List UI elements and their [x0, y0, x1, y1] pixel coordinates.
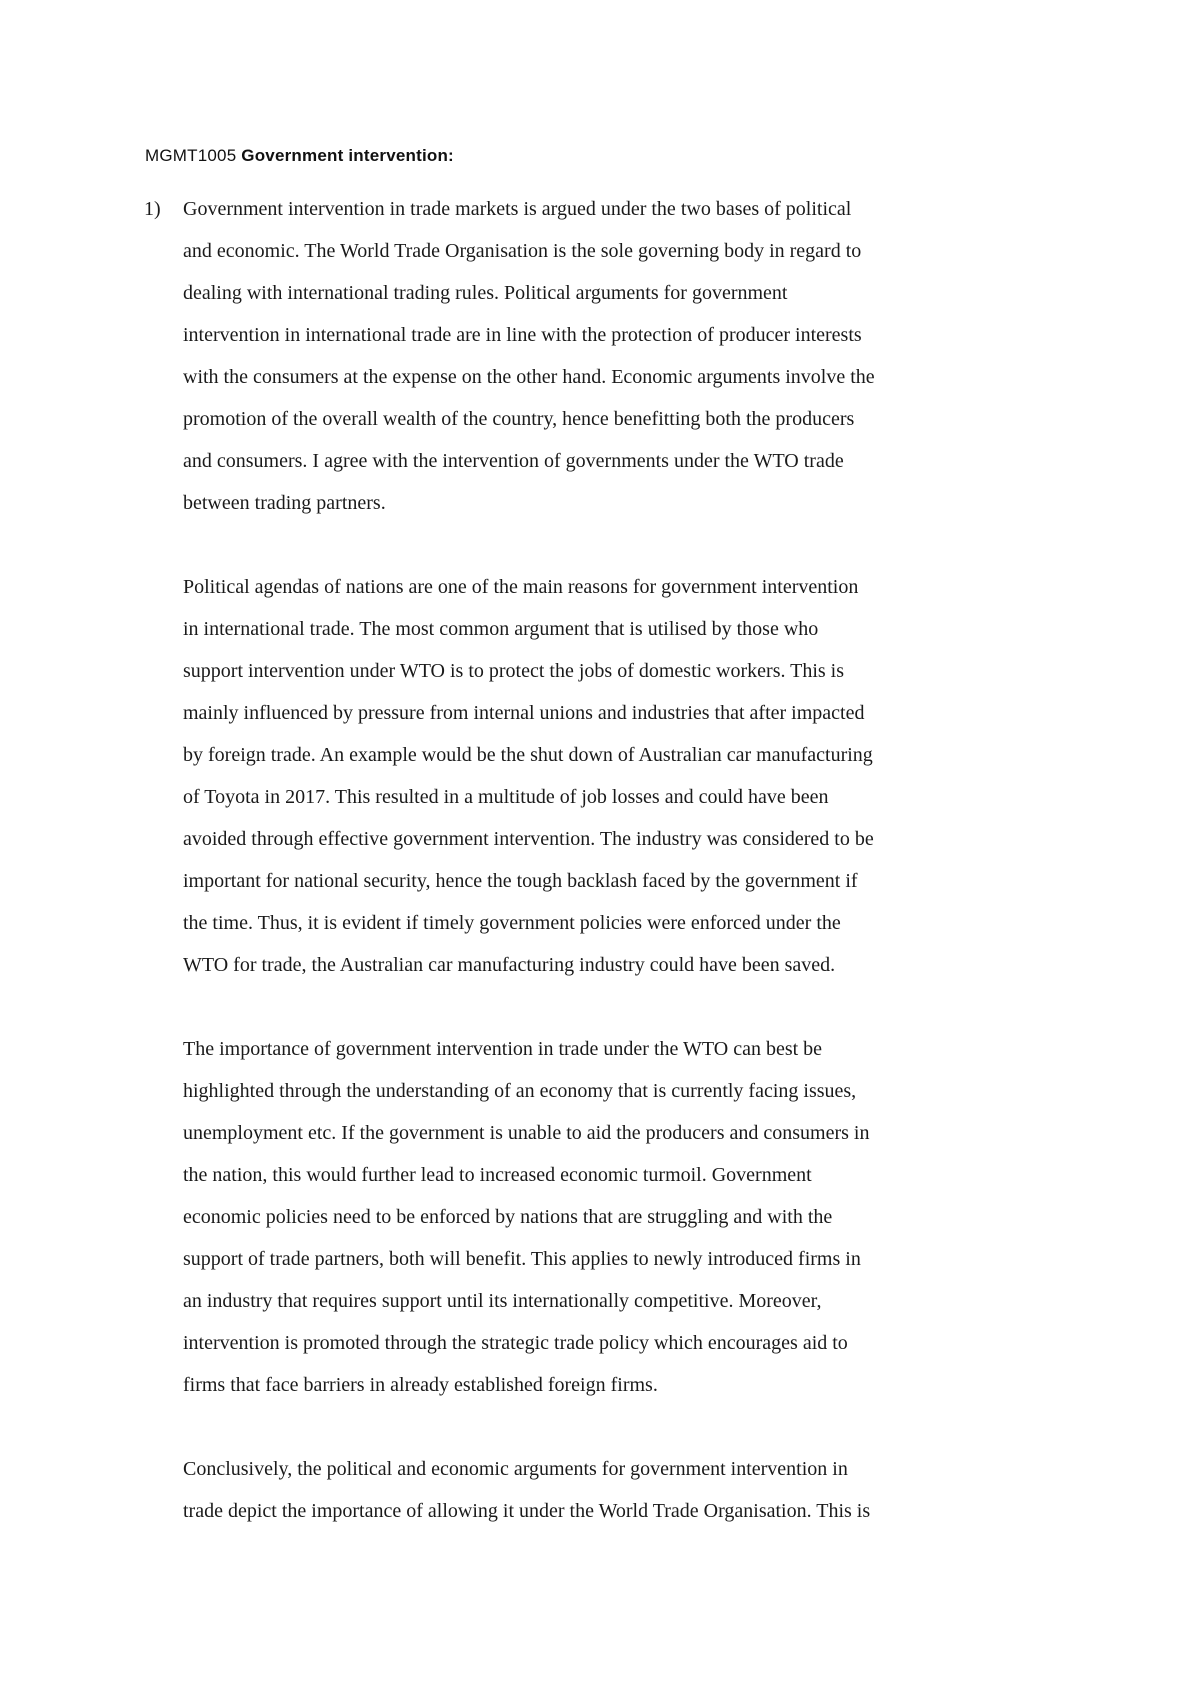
text-line: between trading partners. — [183, 492, 386, 514]
text-line: the time. Thus, it is evident if timely government policies were enforced under the — [183, 912, 841, 934]
title-text: Government intervention: — [241, 146, 454, 165]
list-marker: 1) — [144, 198, 161, 220]
text-line: highlighted through the understanding of an economy that is currently facing issues, — [183, 1080, 857, 1102]
text-line: economic policies need to be enforced by nations that are struggling and with the — [183, 1206, 833, 1228]
text-line: firms that face barriers in already established foreign firms. — [183, 1374, 658, 1396]
text-line: trade depict the importance of allowing it under the World Trade Organisation. This is — [183, 1500, 871, 1522]
text-line: intervention in international trade are in line with the protection of producer interests — [183, 324, 862, 346]
paragraph — [183, 1028, 1063, 1406]
numbered-list-item — [144, 188, 1083, 1574]
text-line: an industry that requires support until its internationally competitive. Moreover, — [183, 1290, 822, 1312]
text-line: important for national security, hence the tough backlash faced by the government if — [183, 870, 858, 892]
text-line: and consumers. I agree with the intervention of governments under the WTO trade — [183, 450, 844, 472]
text-line: the nation, this would further lead to increased economic turmoil. Government — [183, 1164, 812, 1186]
body-text — [183, 188, 1083, 1532]
text-line: intervention is promoted through the strategic trade policy which encourages aid to — [183, 1332, 848, 1354]
paragraph — [183, 566, 1063, 986]
document-title — [145, 146, 454, 166]
text-line: Conclusively, the political and economic arguments for government intervention in — [183, 1458, 848, 1480]
text-line: WTO for trade, the Australian car manufacturing industry could have been saved. — [183, 954, 836, 976]
text-line: avoided through effective government intervention. The industry was considered to be — [183, 828, 874, 850]
text-line: and economic. The World Trade Organisation is the sole governing body in regard to — [183, 240, 862, 262]
text-line: of Toyota in 2017. This resulted in a multitude of job losses and could have been — [183, 786, 829, 808]
text-line: dealing with international trading rules. Political arguments for government — [183, 282, 788, 304]
text-line: support intervention under WTO is to protect the jobs of domestic workers. This is — [183, 660, 845, 682]
paragraph — [183, 188, 1063, 524]
text-line: with the consumers at the expense on the other hand. Economic arguments involve the — [183, 366, 875, 388]
text-line: The importance of government intervention in trade under the WTO can best be — [183, 1038, 823, 1060]
text-line: unemployment etc. If the government is unable to aid the producers and consumers in — [183, 1122, 870, 1144]
text-line: Government intervention in trade markets is argued under the two bases of political — [183, 198, 852, 220]
text-line: promotion of the overall wealth of the country, hence benefitting both the producers — [183, 408, 855, 430]
course-code: MGMT1005 — [145, 146, 237, 165]
text-line: support of trade partners, both will benefit. This applies to newly introduced firms in — [183, 1248, 861, 1270]
text-line: in international trade. The most common argument that is utilised by those who — [183, 618, 819, 640]
text-line: by foreign trade. An example would be the shut down of Australian car manufacturing — [183, 744, 873, 766]
text-line: mainly influenced by pressure from internal unions and industries that after impacted — [183, 702, 865, 724]
paragraph — [183, 1448, 1063, 1532]
text-line: Political agendas of nations are one of the main reasons for government intervention — [183, 576, 859, 598]
